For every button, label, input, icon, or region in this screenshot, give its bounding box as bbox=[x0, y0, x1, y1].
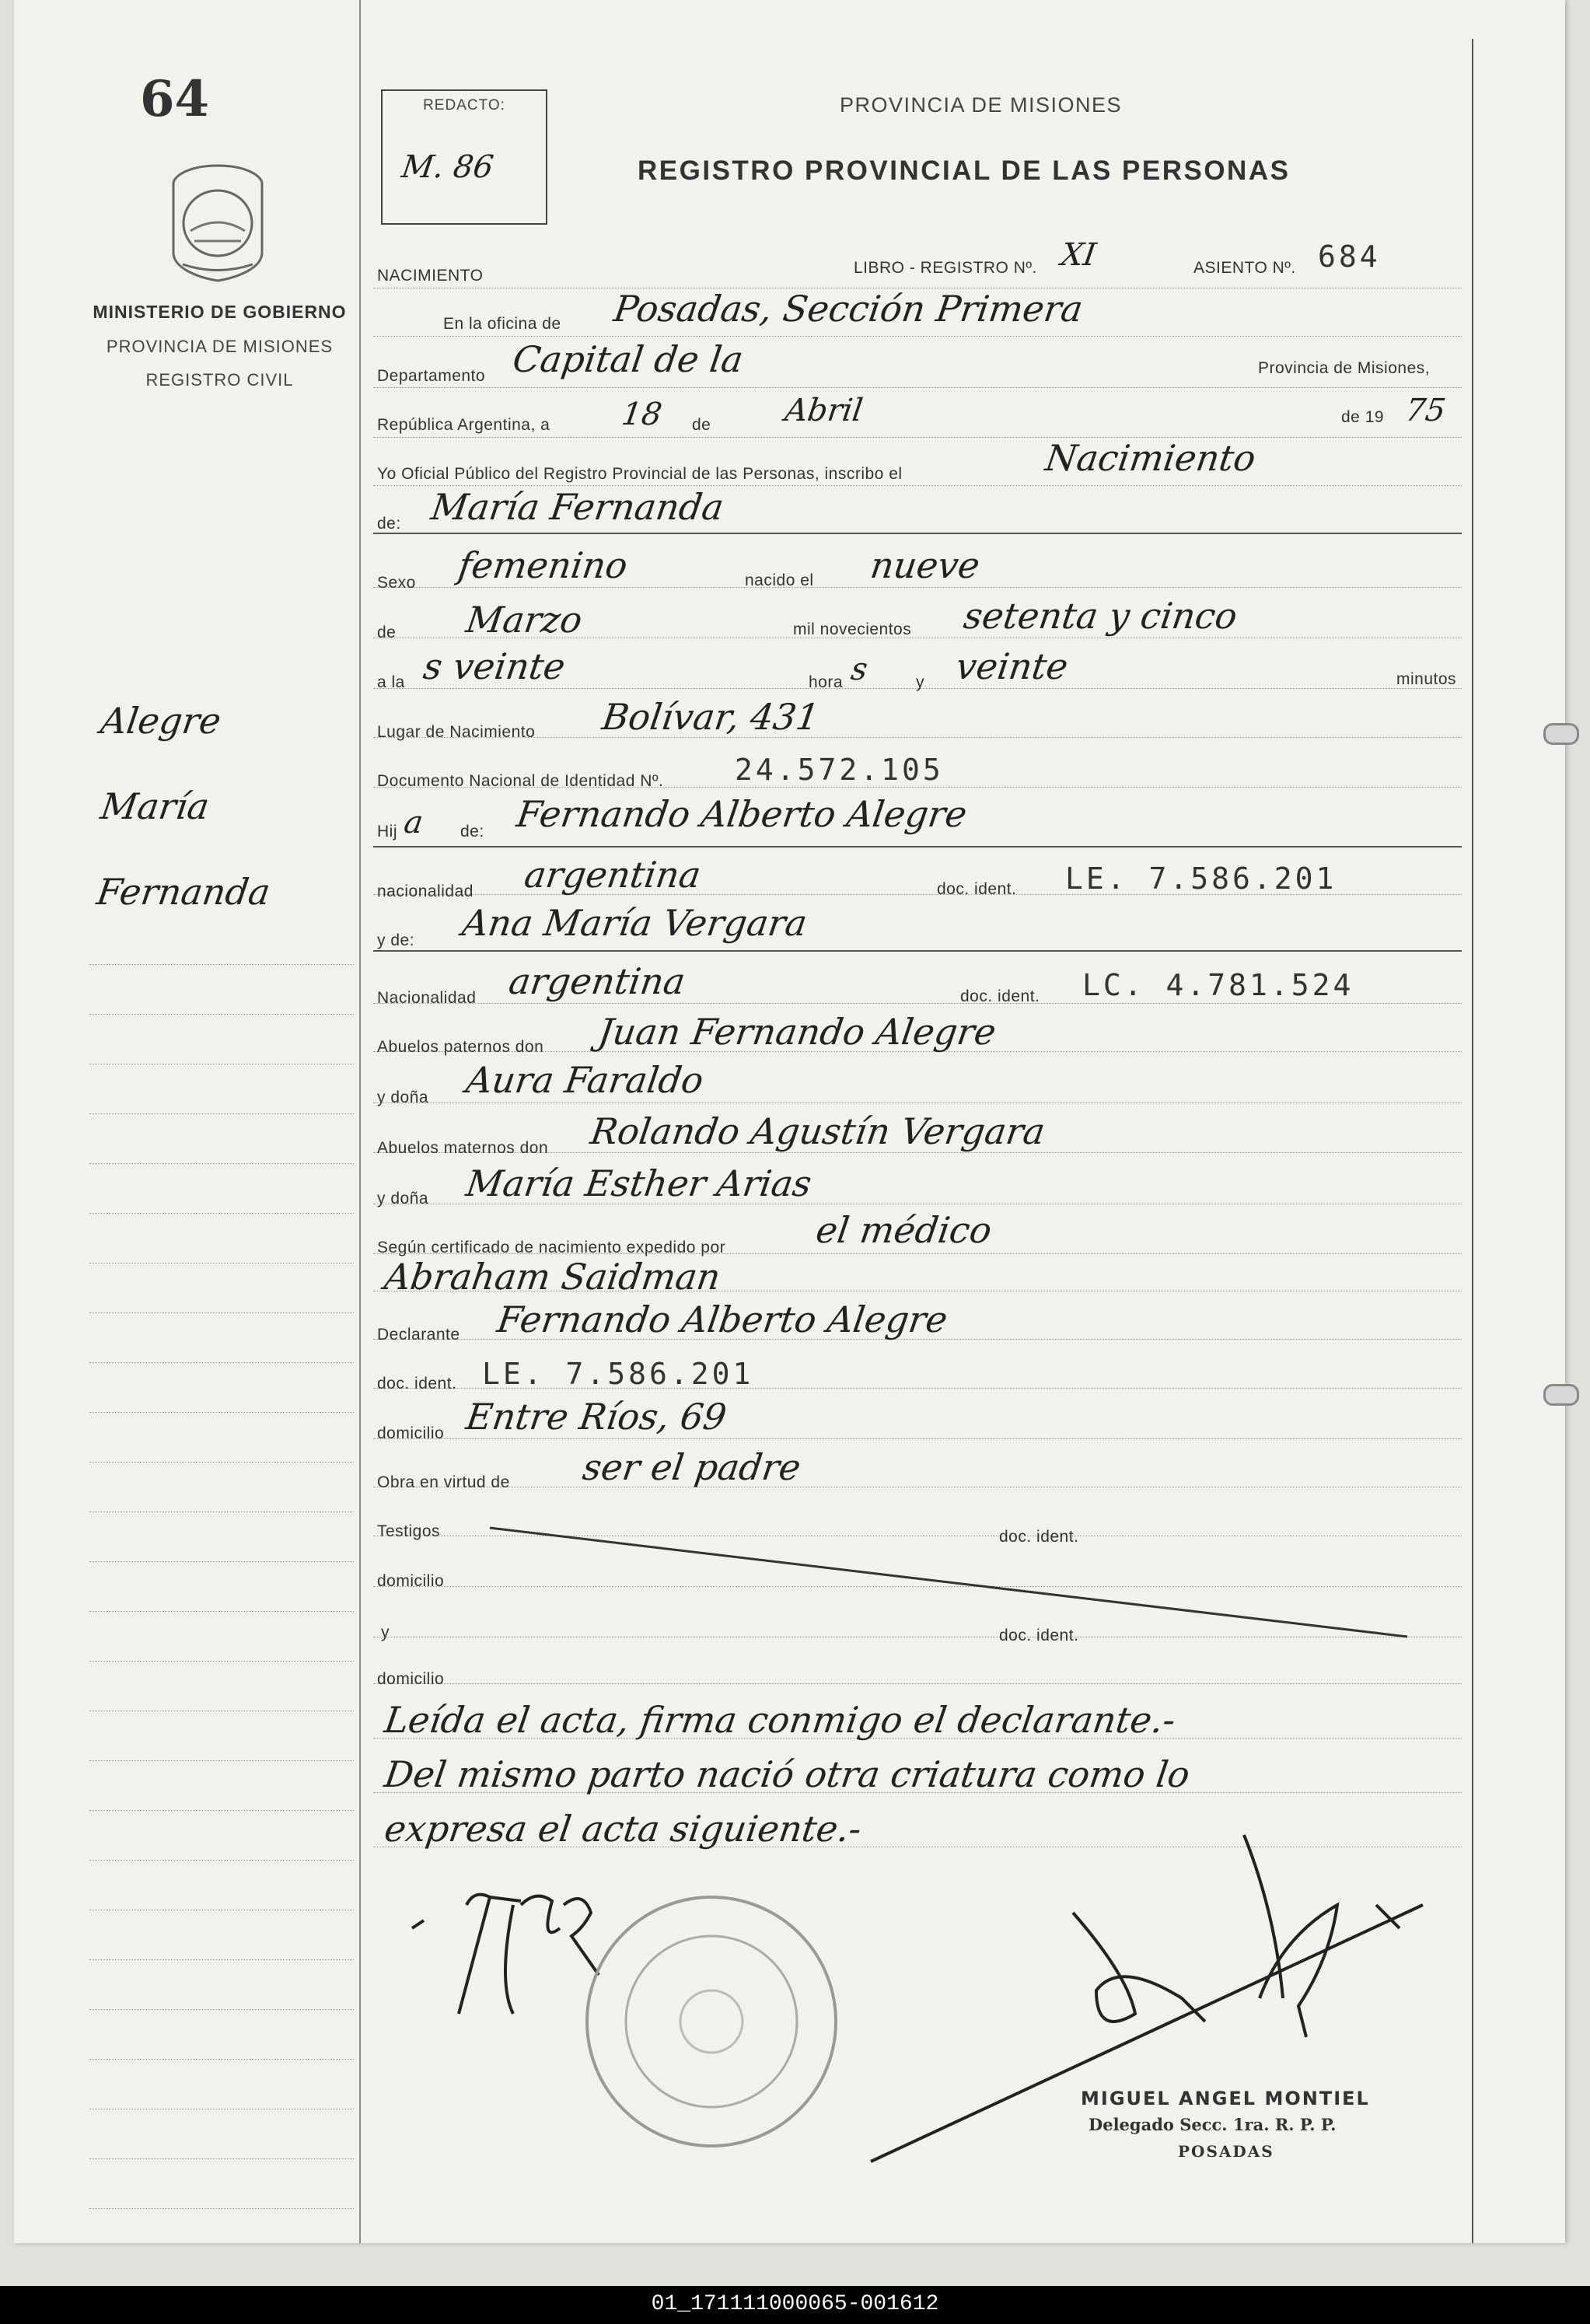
nacionalidad-label: nacionalidad bbox=[377, 882, 474, 900]
margin-ruled-line bbox=[89, 1412, 354, 1413]
certificado-value-2: Abraham Saidman bbox=[382, 1256, 723, 1298]
minutos-label: minutos bbox=[1396, 670, 1457, 688]
horas-label: hora bbox=[809, 673, 844, 691]
redacto-box bbox=[381, 89, 547, 225]
father-name: Fernando Alberto Alegre bbox=[514, 793, 970, 835]
dni-label: Documento Nacional de Identidad Nº. bbox=[377, 772, 664, 790]
redacto-label: REDACTO: bbox=[423, 97, 505, 114]
asiento-value: 684 bbox=[1318, 239, 1381, 274]
lugar-value: Bolívar, 431 bbox=[599, 696, 823, 738]
libro-label: LIBRO - REGISTRO Nº. bbox=[854, 259, 1037, 277]
year-value: 75 bbox=[1403, 393, 1448, 428]
registry-seal bbox=[579, 1889, 844, 2154]
ydona-label-2: y doña bbox=[377, 1190, 429, 1207]
margin-ruled-line bbox=[89, 964, 354, 965]
declarante-name: Fernando Alberto Alegre bbox=[494, 1298, 951, 1340]
margin-ruled-line bbox=[89, 1213, 354, 1214]
ala-value: s veinte bbox=[421, 645, 568, 687]
minutos-value: veinte bbox=[953, 645, 1071, 687]
margin-ruled-line bbox=[89, 1462, 354, 1463]
officer-role: Delegado Secc. 1ra. R. P. P. bbox=[1089, 2115, 1337, 2134]
mother-nationality: argentina bbox=[506, 960, 688, 1002]
page-number: 64 bbox=[140, 70, 210, 128]
nacido-label: nacido el bbox=[745, 571, 814, 589]
margin-ruled-line bbox=[89, 1760, 354, 1761]
oficial-value: Nacimiento bbox=[1043, 437, 1259, 479]
abuelos-paternos-label: Abuelos paternos don bbox=[377, 1038, 544, 1056]
note-line-1: Leída el acta, firma conmigo el declarante.- bbox=[382, 1699, 1179, 1741]
asiento-label: ASIENTO Nº. bbox=[1193, 259, 1296, 277]
dni-value: 24.572.105 bbox=[735, 753, 944, 787]
margin-ruled-line bbox=[89, 2208, 354, 2209]
y2-doc-label: doc. ident. bbox=[999, 1627, 1079, 1644]
abuelos-maternos-label: Abuelos maternos don bbox=[377, 1139, 549, 1157]
republica-label: República Argentina, a bbox=[377, 416, 550, 434]
oficial-label: Yo Oficial Público del Registro Provincial de las Personas, inscribo el bbox=[377, 465, 903, 483]
declarante-doc-label: doc. ident. bbox=[377, 1375, 457, 1393]
margin-ruled-line bbox=[89, 1661, 354, 1662]
departamento-value: Capital de la bbox=[510, 338, 746, 380]
annotation-name1: María bbox=[98, 785, 212, 827]
testigos-label: Testigos bbox=[377, 1522, 441, 1540]
certificado-value: el médico bbox=[813, 1209, 994, 1251]
hijo-de-label: de: bbox=[460, 823, 484, 840]
main-ruled-line bbox=[373, 1438, 1462, 1439]
obra-label: Obra en virtud de bbox=[377, 1473, 510, 1491]
officer-name: MIGUEL ANGEL MONTIEL bbox=[1081, 2088, 1370, 2109]
declarante-label: Declarante bbox=[377, 1326, 460, 1344]
province-label: PROVINCIA DE MISIONES bbox=[106, 337, 334, 356]
officer-city: POSADAS bbox=[1178, 2142, 1274, 2161]
domicilio2-label: domicilio bbox=[377, 1572, 445, 1590]
note-line-2: Del mismo parto nació otra criatura como lo bbox=[382, 1753, 1193, 1795]
sexo-value: femenino bbox=[456, 544, 631, 586]
margin-ruled-line bbox=[89, 1163, 354, 1164]
abuela-materna: María Esther Arias bbox=[463, 1162, 815, 1204]
lugar-label: Lugar de Nacimiento bbox=[377, 723, 536, 741]
registry-label: REGISTRO CIVIL bbox=[145, 370, 294, 390]
de-month-label: de bbox=[377, 624, 397, 641]
mother-doc-label: doc. ident. bbox=[960, 987, 1040, 1005]
child-name: María Fernanda bbox=[428, 486, 727, 528]
main-ruled-line bbox=[373, 587, 1462, 588]
binder-clip bbox=[1543, 723, 1579, 745]
annotation-surname: Alegre bbox=[98, 700, 224, 742]
main-solid-line bbox=[373, 533, 1462, 534]
oficina-value: Posadas, Sección Primera bbox=[611, 288, 1086, 330]
main-ruled-line bbox=[373, 737, 1462, 738]
main-solid-line bbox=[373, 950, 1462, 952]
main-ruled-line bbox=[373, 336, 1462, 337]
domicilio3-label: domicilio bbox=[377, 1670, 445, 1688]
coat-of-arms-icon bbox=[159, 159, 276, 284]
margin-ruled-line bbox=[89, 2009, 354, 2010]
year-label: de 19 bbox=[1341, 408, 1385, 426]
note-line-3: expresa el acta siguiente.- bbox=[382, 1808, 865, 1850]
margin-ruled-line bbox=[89, 1312, 354, 1313]
margin-ruled-line bbox=[89, 1113, 354, 1114]
margin-ruled-line bbox=[89, 1561, 354, 1562]
father-doc: LE. 7.586.201 bbox=[1065, 861, 1337, 896]
margin-ruled-line bbox=[89, 2158, 354, 2159]
abuelo-paterno: Juan Fernando Alegre bbox=[596, 1011, 999, 1053]
nacido-value: nueve bbox=[868, 544, 983, 586]
margin-ruled-line bbox=[89, 1014, 354, 1015]
y-label: y bbox=[916, 673, 924, 691]
main-ruled-line bbox=[373, 1683, 1462, 1684]
cancel-strike bbox=[467, 1516, 1415, 1656]
nacionalidad2-label: Nacionalidad bbox=[377, 989, 477, 1007]
annotation-name2: Fernanda bbox=[94, 871, 273, 913]
testigos-doc-label: doc. ident. bbox=[999, 1528, 1079, 1546]
margin-ruled-line bbox=[89, 1959, 354, 1960]
domicilio-label: domicilio bbox=[377, 1424, 445, 1442]
declarante-doc: LE. 7.586.201 bbox=[482, 1357, 754, 1391]
margin-ruled-line bbox=[89, 2059, 354, 2060]
mother-doc: LC. 4.781.524 bbox=[1082, 968, 1354, 1002]
header-province: PROVINCIA DE MISIONES bbox=[840, 93, 1123, 117]
day-value: 18 bbox=[619, 397, 665, 432]
oficina-label: En la oficina de bbox=[443, 315, 561, 333]
main-ruled-line bbox=[373, 387, 1462, 388]
certificado-label: Según certificado de nacimiento expedido por bbox=[377, 1239, 726, 1256]
hijo-suffix: a bbox=[401, 805, 426, 840]
main-ruled-line bbox=[373, 437, 1462, 438]
father-nationality: argentina bbox=[522, 854, 704, 896]
main-ruled-line bbox=[373, 1003, 1462, 1004]
horas-suffix: s bbox=[848, 652, 870, 687]
ala-label: a la bbox=[377, 673, 405, 691]
yde-label: y de: bbox=[377, 931, 415, 949]
abuela-paterna: Aura Faraldo bbox=[463, 1059, 707, 1101]
sexo-label: Sexo bbox=[377, 574, 416, 592]
page-edge bbox=[1472, 39, 1473, 2243]
margin-ruled-line bbox=[89, 1860, 354, 1861]
margin-ruled-line bbox=[89, 1511, 354, 1512]
provincia-suffix: Provincia de Misiones, bbox=[1258, 359, 1431, 377]
hijo-label: Hij bbox=[377, 823, 397, 840]
ministry-label: MINISTERIO DE GOBIERNO bbox=[93, 302, 347, 322]
filename-bar bbox=[0, 2286, 1590, 2324]
father-doc-label: doc. ident. bbox=[937, 880, 1017, 898]
mother-name: Ana María Vergara bbox=[460, 902, 810, 944]
y2-label: y bbox=[381, 1623, 390, 1641]
header-registry: REGISTRO PROVINCIAL DE LAS PERSONAS bbox=[638, 156, 1291, 186]
redacto-value: M. 86 bbox=[399, 149, 496, 185]
obra-value: ser el padre bbox=[580, 1446, 804, 1488]
domicilio-value: Entre Ríos, 69 bbox=[463, 1396, 729, 1438]
birth-month: Marzo bbox=[463, 599, 585, 641]
binder-clip bbox=[1543, 1384, 1579, 1406]
ydona-label-1: y doña bbox=[377, 1089, 429, 1106]
record-type-label: NACIMIENTO bbox=[377, 267, 484, 285]
margin-ruled-line bbox=[89, 1611, 354, 1612]
departamento-label: Departamento bbox=[377, 367, 486, 385]
de-label: de bbox=[692, 416, 711, 434]
margin-ruled-line bbox=[89, 1810, 354, 1811]
mil-label: mil novecientos bbox=[793, 620, 912, 638]
main-solid-line bbox=[373, 846, 1462, 847]
birth-year-words: setenta y cinco bbox=[961, 595, 1240, 637]
filename-label: 01_171111000065-001612 bbox=[651, 2292, 939, 2316]
margin-ruled-line bbox=[89, 1362, 354, 1363]
libro-value: XI bbox=[1058, 237, 1099, 273]
month-value: Abril bbox=[782, 393, 865, 428]
abuelo-materno: Rolando Agustín Vergara bbox=[588, 1110, 1048, 1152]
de-name-label: de: bbox=[377, 515, 401, 533]
